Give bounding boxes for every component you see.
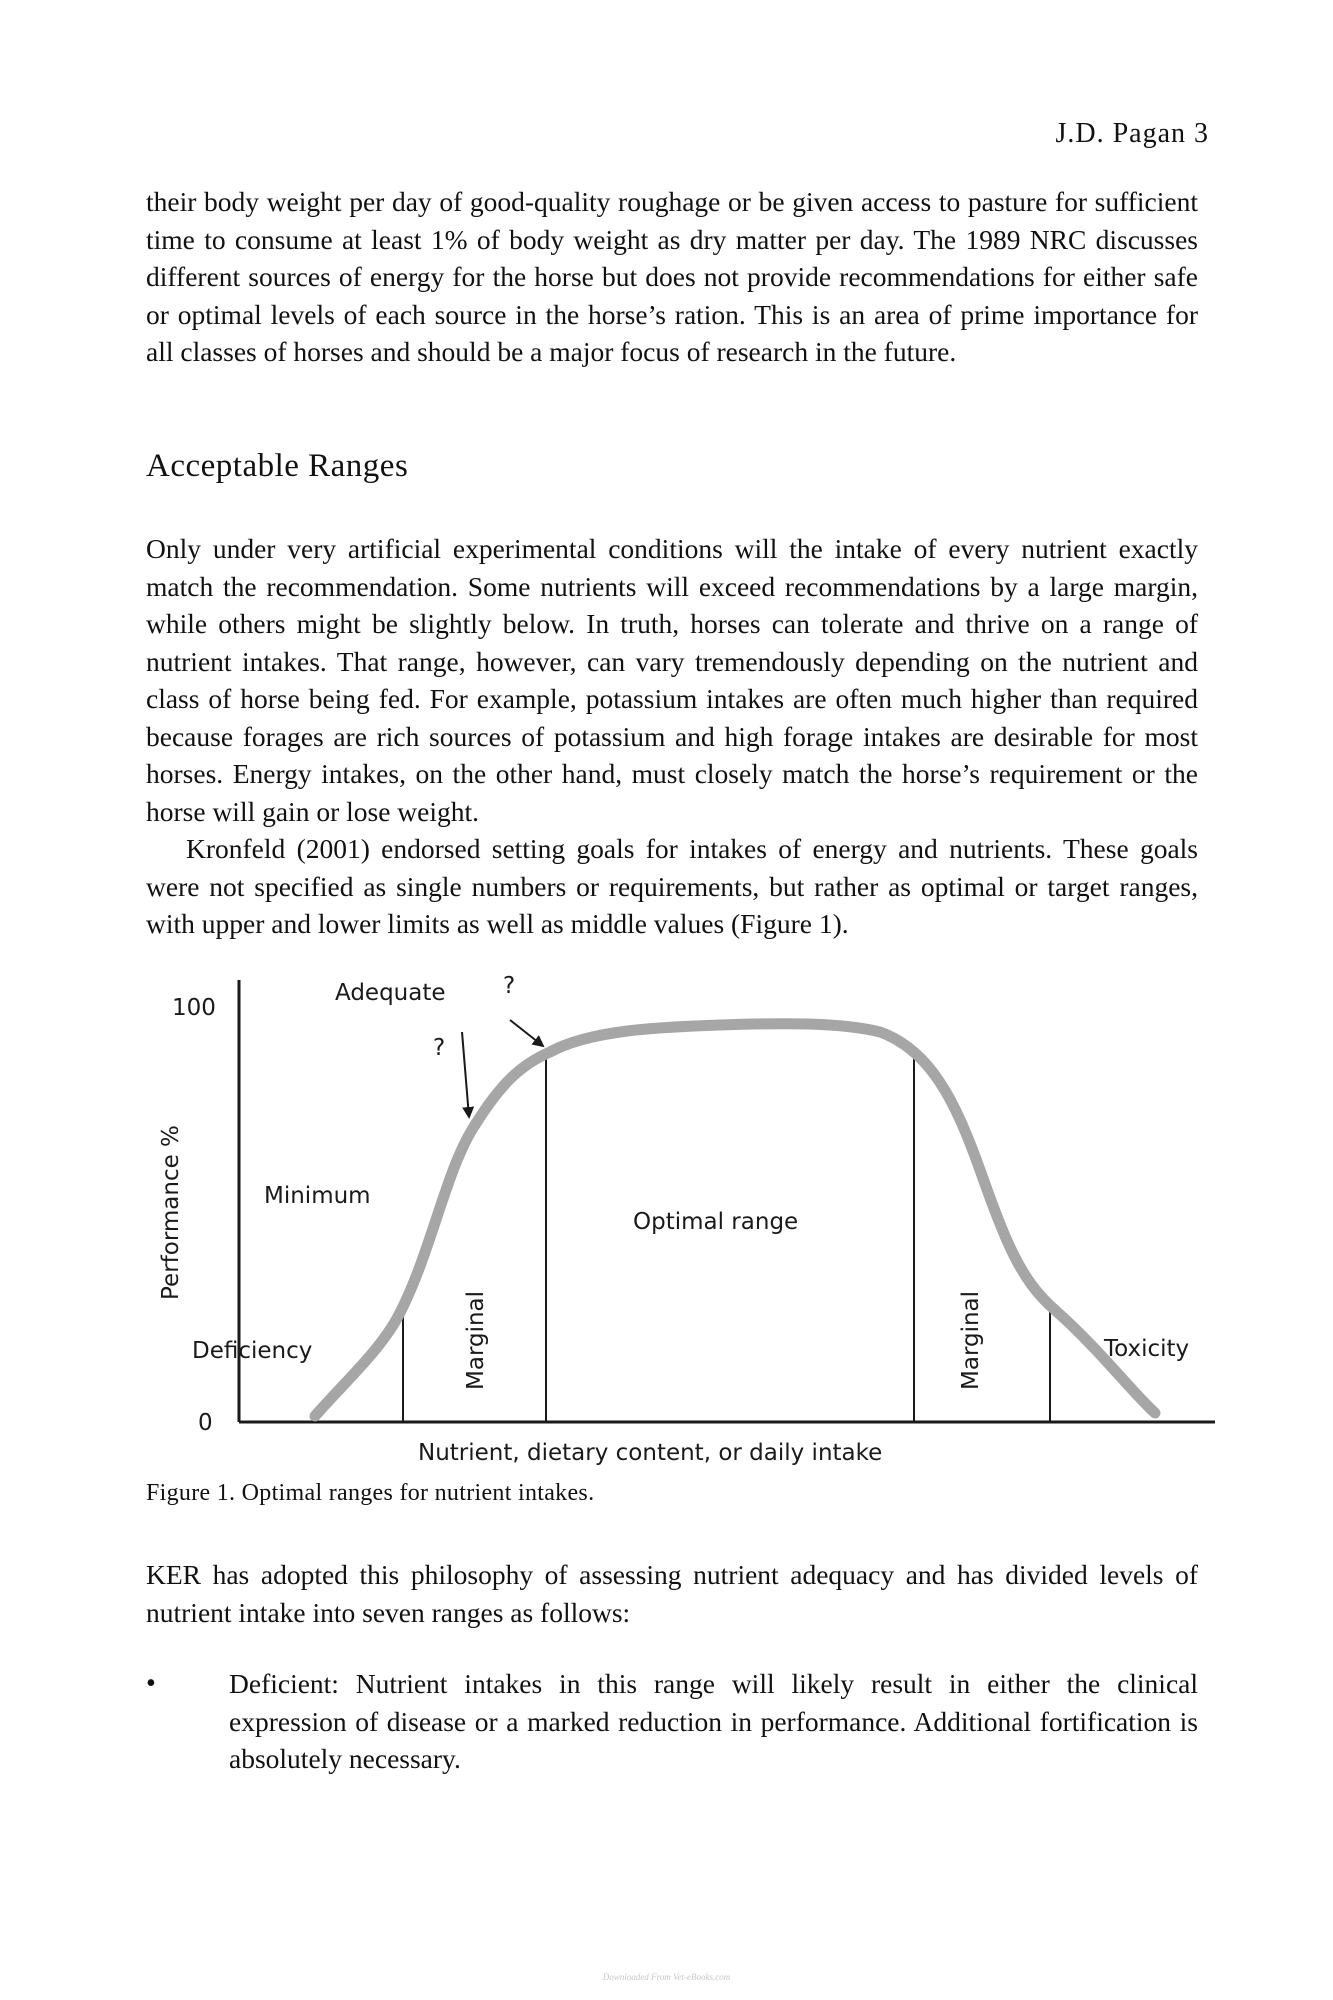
paragraph-1: their body weight per day of good-quality roughage or be given access to pasture for sufficient time to consume at least 1% of body weight as dry matter per day. The 1989 NRC discusses different sources of energy for the horse but does not provide recommendations for either safe or optimal levels of each source in the horse’s ration. This is an area of prime importance for all classes of horses and should be a major focus of research in the future. [146, 186, 1198, 367]
bullet-point: • [146, 1668, 156, 1699]
label-deficiency: Deficiency [192, 1338, 313, 1364]
y-axis-label: Performance % [158, 1125, 184, 1300]
label-question-left: ? [433, 1035, 446, 1061]
running-head: J.D. Pagan 3 [1055, 118, 1209, 149]
label-toxicity: Toxicity [1104, 1336, 1190, 1362]
label-question-top: ? [503, 973, 516, 999]
y-tick-0: 0 [198, 1410, 213, 1436]
label-marginal-right: Marginal [958, 1290, 984, 1390]
label-marginal-left: Marginal [463, 1290, 489, 1390]
paragraph-2: Only under very artificial experimental conditions will the intake of every nutrient exactly match the recommendation. Some nutrients will exceed recommendations by a large margin, while others might be slightly below. In truth, horses can tolerate and thrive on a range of nutrient intakes. That range, however, can vary tremendously depending on the nutrient and class of horse being fed. For example, potassium intakes are often much higher than required because forages are rich sources of potassium and high forage intakes are desirable for most horses. Energy intakes, on the other hand, must closely match the horse’s requirement or the horse will gain or lose weight. [146, 533, 1198, 827]
figure-1-diagram [140, 970, 1220, 1480]
y-tick-100: 100 [172, 995, 216, 1021]
section-heading: Acceptable Ranges [146, 448, 409, 484]
paragraph-3: Kronfeld (2001) endorsed setting goals for intakes of energy and nutrients. These goals were not specified as single numbers or requirements, but rather as optimal or target ranges, with upper and lower limits as well as middle values (Figure 1). [146, 833, 1198, 939]
figure-caption: Figure 1. Optimal ranges for nutrient intakes. [146, 1480, 595, 1506]
label-adequate: Adequate [335, 980, 446, 1006]
label-optimal-range: Optimal range [633, 1209, 799, 1235]
bullet-deficient: Deficient: Nutrient intakes in this range will likely result in either the clinical expression of disease or a marked reduction in performance. Additional fortification is absolutely necessary. [229, 1668, 1198, 1774]
arrow-minimum-adequate [462, 1032, 469, 1117]
label-minimum: Minimum [264, 1183, 371, 1209]
figure-1 [140, 970, 1220, 1520]
paragraph-4: KER has adopted this philosophy of assessing nutrient adequacy and has divided levels of nutrient intake into seven ranges as follows: [146, 1559, 1198, 1628]
x-axis-label: Nutrient, dietary content, or daily intake [418, 1440, 883, 1466]
download-watermark: Downloaded From Vet-eBooks.com [602, 1972, 731, 1982]
arrow-adequate-optimal [510, 1020, 543, 1046]
